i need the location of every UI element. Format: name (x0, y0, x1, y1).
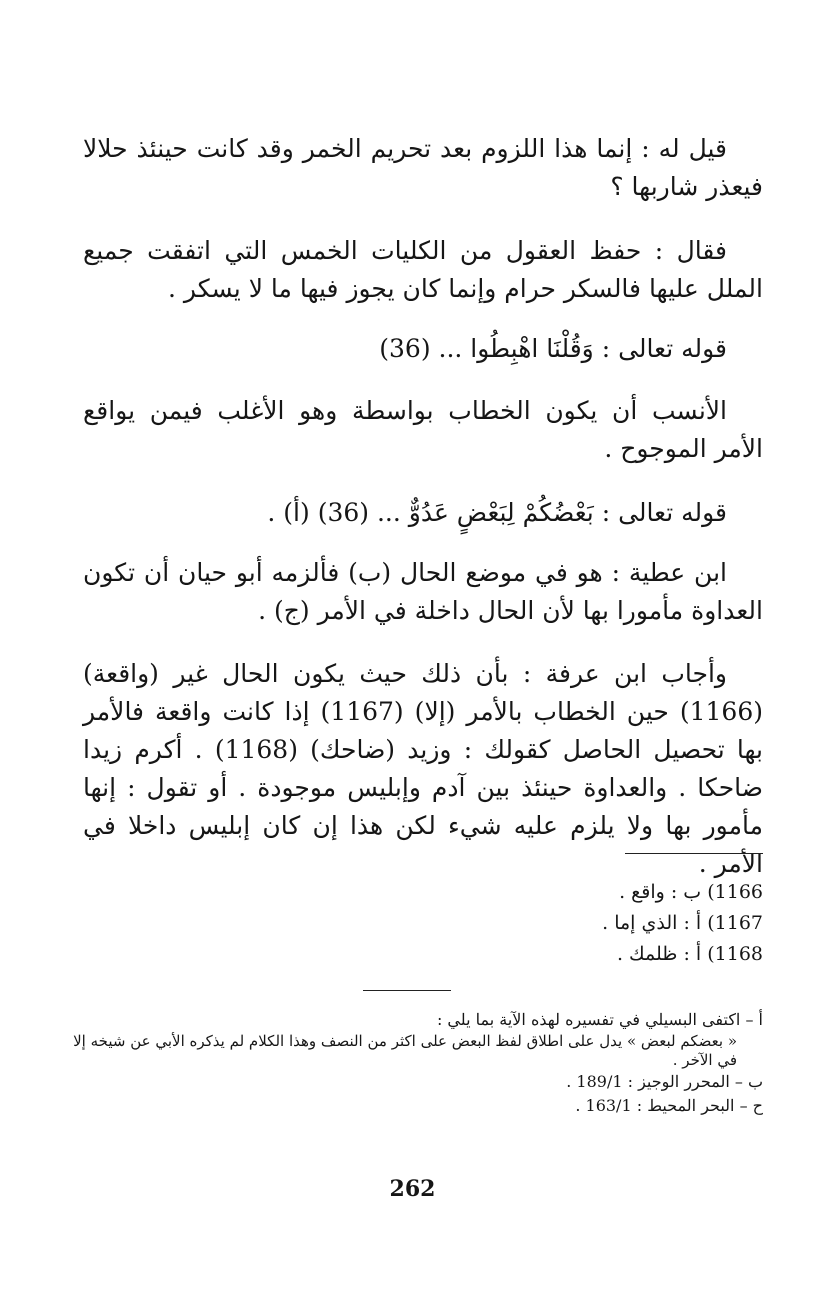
paragraph-question (83, 130, 763, 206)
verse-text: قوله تعالى : بَعْضُكُمْ لِبَعْضٍ عَدُوٌّ ... (36) (أ) . (267, 498, 727, 527)
paragraph-text: وأجاب ابن عرفة : بأن ذلك حيث يكون الحال غير (واقعة) (1166) حين الخطاب بالأمر (إلا) (1167) إذا كانت واقعة فالأمر بها تحصيل الحاصل كقولك : وزيد (ضاحك) (1168) . أكرم زيدا ضاحكا . والعداوة حينئذ بين آدم وإبليس موجودة . أو تقول : إنها مأمور بها ولا يلزم عليه شيء لكن هذا إن كان إبليس داخلا في الأمر . (83, 659, 763, 878)
paragraph-answer (83, 232, 763, 308)
verse-heading-2 (83, 494, 763, 532)
editor-note-b: ب – المحرر الوجيز : 189/1 . (566, 1072, 763, 1091)
editor-notes (63, 1008, 763, 1118)
editor-note-a: أ – اكتفى البسيلي في تفسيره لهذه الآية بما يلي : (436, 1010, 763, 1029)
editor-note-a-quote: « بعضكم لبعض » يدل على اطلاق لفظ البعض على اكثر من النصف وهذا الكلام لم يذكره الأبي عن شيخه إلا في الآخر . (73, 1032, 737, 1069)
verse-heading-1 (293, 330, 763, 368)
footnote-1168: 1168) أ : ظلمك . (616, 943, 763, 965)
paragraph-text: ابن عطية : هو في موضع الحال (ب) فألزمه أبو حيان أن تكون العداوة مأمورا بها لأن الحال داخلة في الأمر (ج) . (83, 558, 763, 625)
paragraph-commentary-1 (83, 392, 763, 468)
paragraph-text: فقال : حفظ العقول من الكليات الخمس التي اتفقت جميع الملل عليها فالسكر حرام وإنما كان يجوز فيها ما لا يسكر . (83, 236, 763, 303)
paragraph-text: الأنسب أن يكون الخطاب بواسطة وهو الأغلب فيمن يواقع الأمر الموجوح . (83, 396, 763, 463)
paragraph-text: قيل له : إنما هذا اللزوم بعد تحريم الخمر وقد كانت حينئذ حلالا فيعذر شاربها ؟ (83, 134, 763, 201)
page-number: 262 (389, 1176, 436, 1202)
footnotes (383, 877, 763, 970)
footnote-1166: 1166) ب : واقع . (619, 881, 763, 903)
footnote-1167: 1167) أ : الذي إما . (602, 912, 763, 934)
paragraph-ibn-atiyya (83, 554, 763, 630)
editor-notes-divider (363, 990, 451, 991)
editor-note-c: ح – البحر المحيط : 163/1 . (575, 1096, 763, 1115)
verse-text: قوله تعالى : وَقُلْنَا اهْبِطُوا ... (36) (379, 334, 727, 363)
footnote-divider (625, 853, 763, 854)
paragraph-ibn-arafa (83, 655, 763, 883)
